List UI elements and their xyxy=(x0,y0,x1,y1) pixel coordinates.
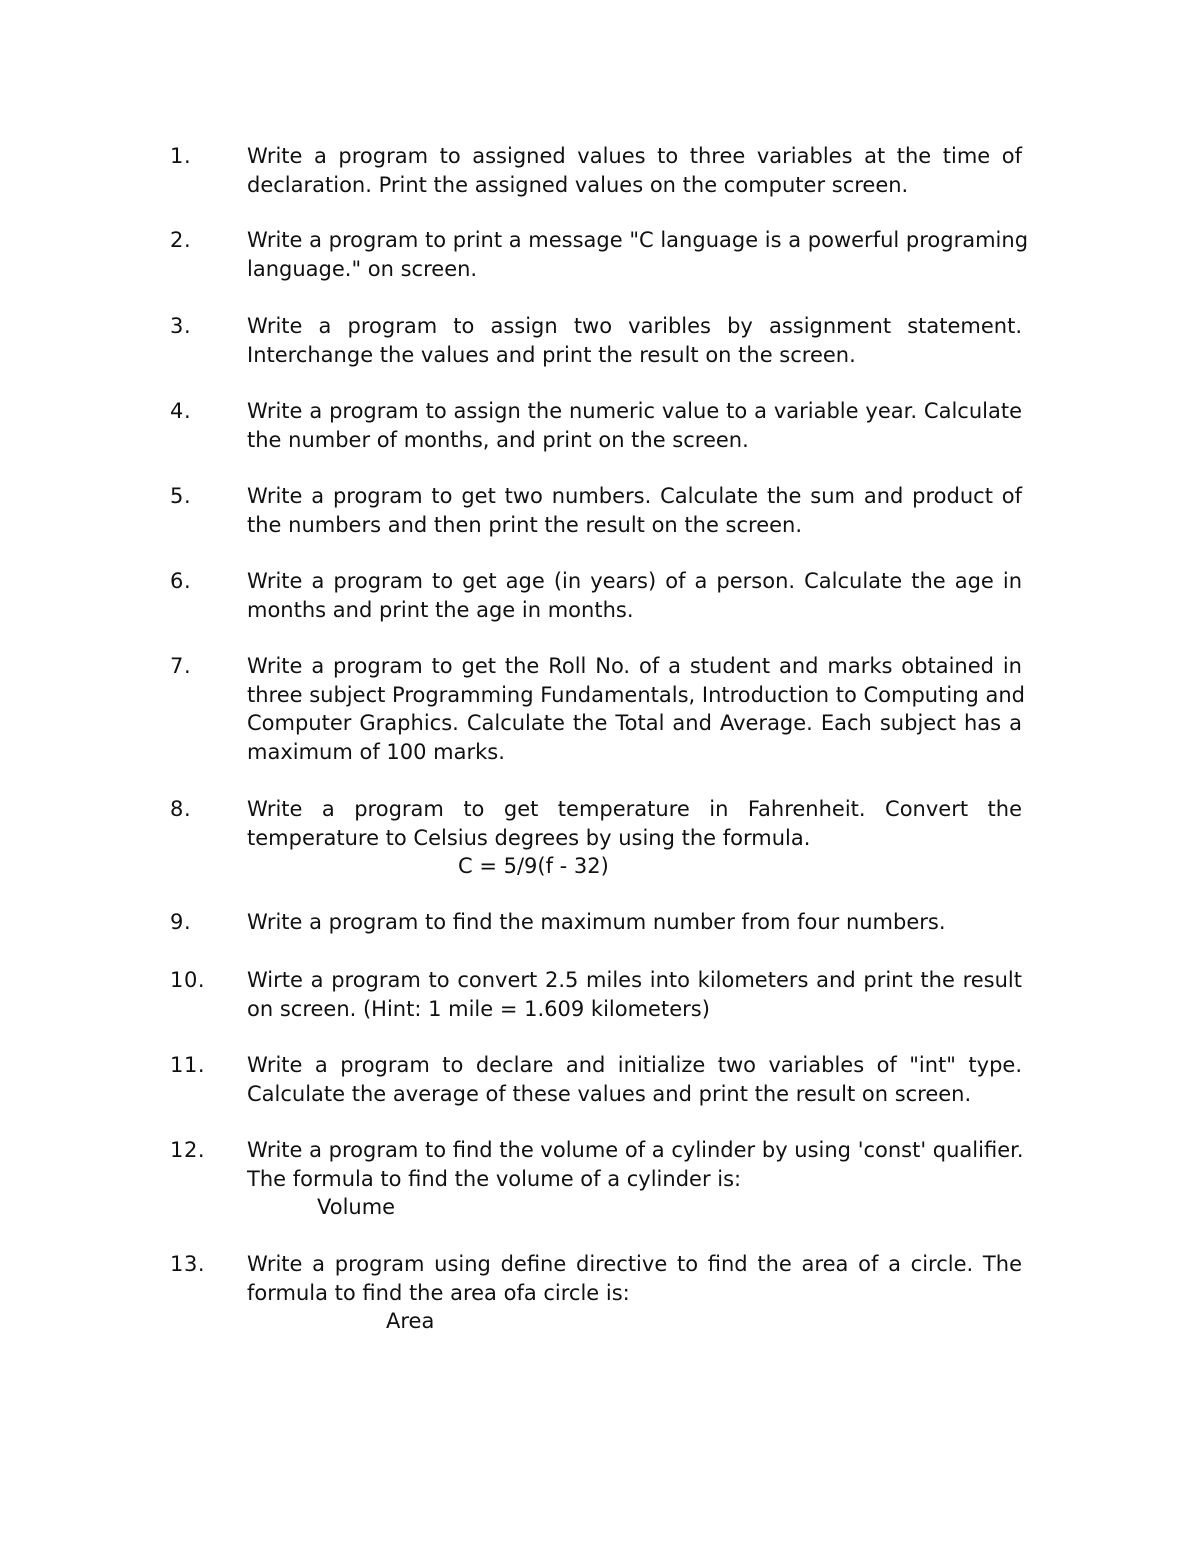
formula: C = 5/9(f - 32) xyxy=(458,854,609,878)
question-8 xyxy=(170,795,1022,881)
question-text-line: Computer Graphics. Calculate the Total and Average. Each subject has a xyxy=(247,711,1022,735)
question-text-line: three subject Programming Fundamentals, Introduction to Computing and xyxy=(247,682,1025,707)
question-text-line: months and print the age in months. xyxy=(247,597,634,622)
question-3 xyxy=(170,312,1022,369)
question-text-line: Wirte a program to convert 2.5 miles into kilometers and print the result xyxy=(247,968,1022,992)
question-text-line: Write a program to find the volume of a cylinder by using 'const' qualifier. xyxy=(247,1138,1024,1162)
question-text-line: Write a program to find the maximum number from four numbers. xyxy=(247,910,946,934)
question-text-line: the numbers and then print the result on the screen. xyxy=(247,512,803,537)
question-text-line: on screen. (Hint: 1 mile = 1.609 kilometers) xyxy=(247,996,710,1021)
question-text-line: Write a program to get the Roll No. of a student and marks obtained in xyxy=(247,654,1022,678)
question-9 xyxy=(170,908,1022,937)
question-text-line: Calculate the average of these values and print the result on screen. xyxy=(247,1081,972,1106)
question-1 xyxy=(170,142,1022,199)
question-number: 1. xyxy=(170,144,192,168)
question-number: 13. xyxy=(170,1252,206,1276)
question-text-line: Write a program to get two numbers. Calculate the sum and product of xyxy=(247,484,1022,508)
question-text-line: Write a program to assign the numeric value to a variable year. Calculate xyxy=(247,399,1022,423)
question-number: 11. xyxy=(170,1053,206,1077)
question-6 xyxy=(170,567,1022,624)
question-text-line: Write a program to get temperature in Fahrenheit. Convert the xyxy=(247,797,1022,821)
question-number: 2. xyxy=(170,228,192,252)
question-10 xyxy=(170,966,1022,1023)
question-12 xyxy=(170,1136,1022,1222)
question-text-line: the number of months, and print on the screen. xyxy=(247,427,749,452)
question-text-line: formula to find the area ofa circle is: xyxy=(247,1280,630,1305)
question-11 xyxy=(170,1051,1022,1108)
question-13 xyxy=(170,1250,1022,1336)
question-text-line: Write a program using define directive to find the area of a circle. The xyxy=(247,1252,1022,1276)
question-number: 5. xyxy=(170,484,192,508)
question-text-line: Write a program to assigned values to three variables at the time of xyxy=(247,144,1022,168)
question-text-line: Write a program to get age (in years) of a person. Calculate the age in xyxy=(247,569,1022,593)
question-text-line: Write a program to declare and initialize two variables of "int" type. xyxy=(247,1053,1022,1077)
question-number: 9. xyxy=(170,910,192,934)
question-7 xyxy=(170,652,1025,766)
question-2 xyxy=(170,226,1029,283)
question-text-line: temperature to Celsius degrees by using the formula. xyxy=(247,825,811,850)
question-number: 10. xyxy=(170,968,206,992)
question-number: 8. xyxy=(170,797,192,821)
question-number: 12. xyxy=(170,1138,206,1162)
question-number: 3. xyxy=(170,314,192,338)
question-number: 7. xyxy=(170,654,192,678)
question-number: 6. xyxy=(170,569,192,593)
question-text-line: language." on screen. xyxy=(247,256,478,281)
question-5 xyxy=(170,482,1022,539)
formula: Area xyxy=(386,1309,435,1333)
formula: Volume xyxy=(317,1195,396,1219)
question-text-line: The formula to find the volume of a cylinder is: xyxy=(247,1166,742,1191)
question-4 xyxy=(170,397,1022,454)
question-number: 4. xyxy=(170,399,192,423)
question-text-line: Write a program to assign two varibles by assignment statement. xyxy=(247,314,1022,338)
question-text-line: Interchange the values and print the result on the screen. xyxy=(247,342,856,367)
question-text-line: maximum of 100 marks. xyxy=(247,739,505,764)
question-text-line: Write a program to print a message "C language is a powerful programing xyxy=(247,228,1029,252)
question-text-line: declaration. Print the assigned values on the computer screen. xyxy=(247,172,909,197)
